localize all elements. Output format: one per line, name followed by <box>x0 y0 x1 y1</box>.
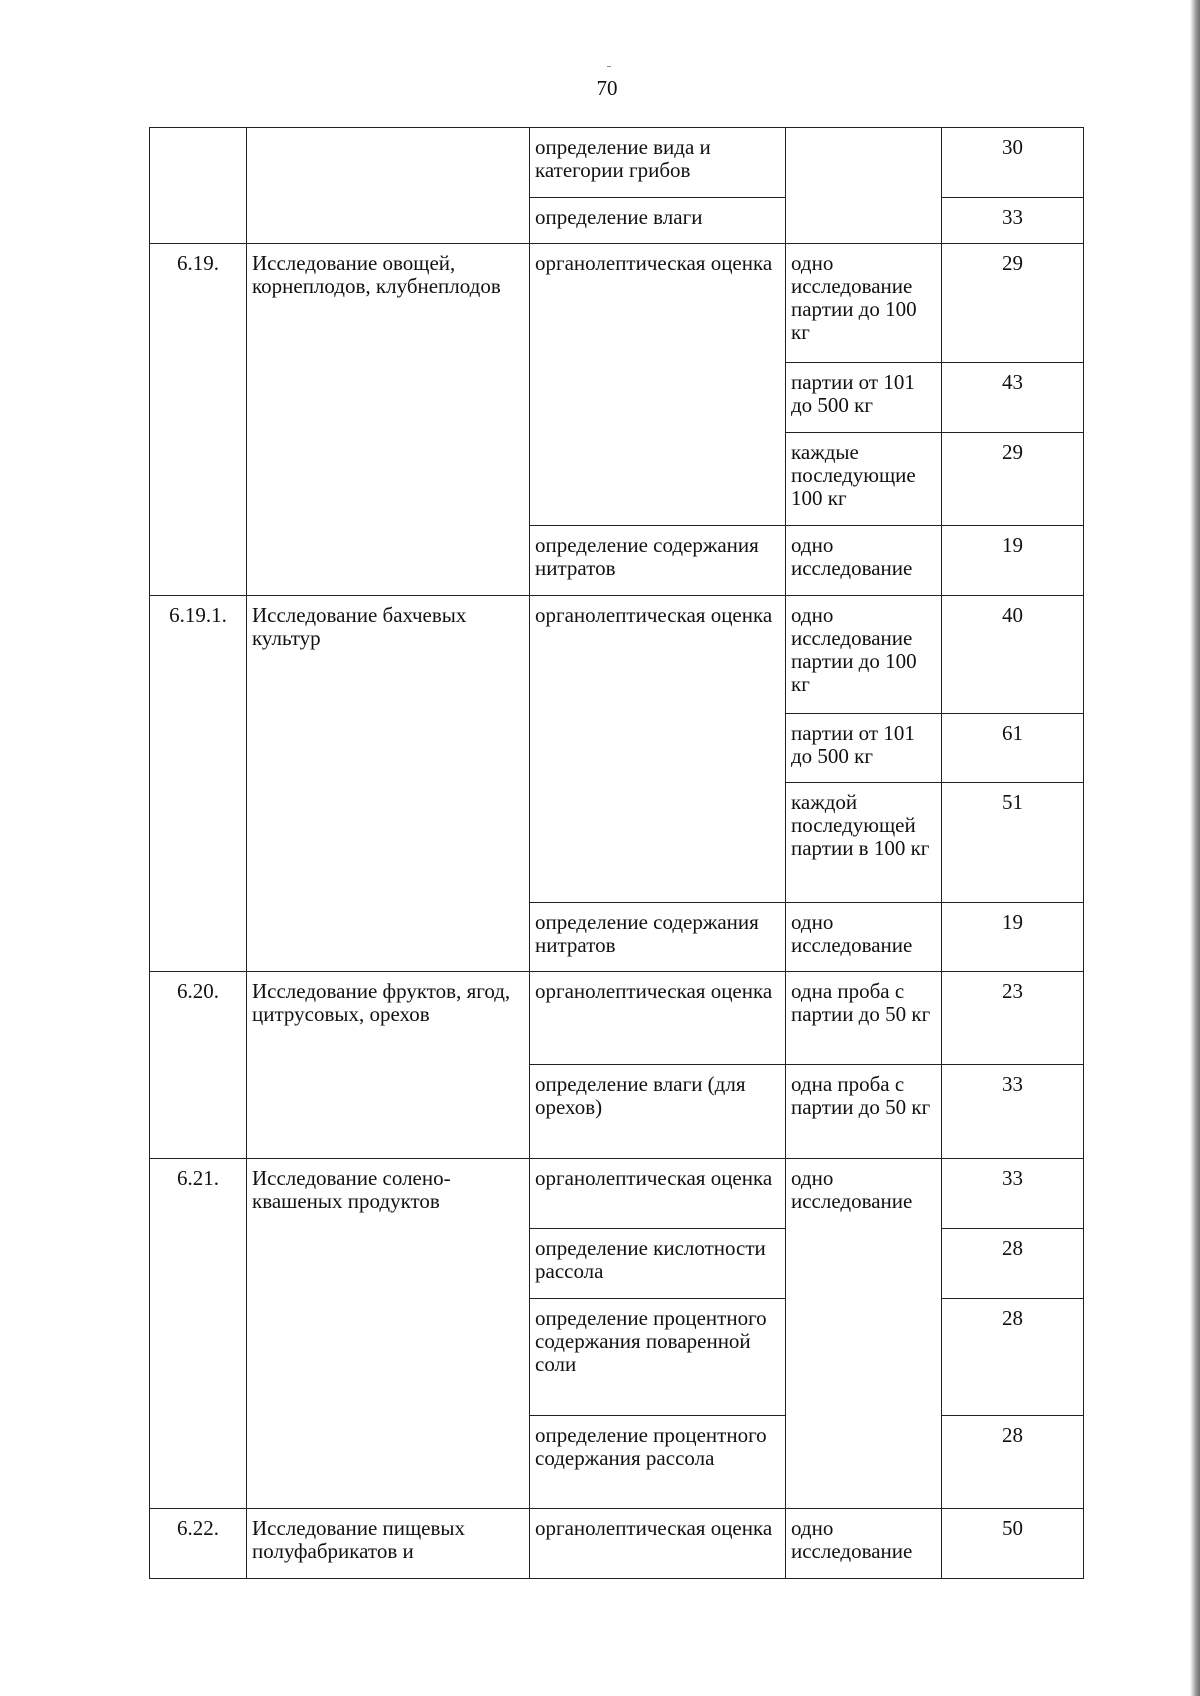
item-number: 6.19.1. <box>150 596 247 972</box>
price-cell: 28 <box>942 1229 1084 1299</box>
price-cell: 33 <box>942 198 1084 244</box>
scan-artifact <box>607 66 611 67</box>
price-cell: 43 <box>942 363 1084 433</box>
price-cell: 29 <box>942 244 1084 363</box>
method-cell: органолептическая оценка <box>530 972 786 1065</box>
unit-cell: одно исследование партии до 100 кг <box>786 244 942 363</box>
name-cell <box>247 128 530 244</box>
unit-cell: одно исследование партии до 100 кг <box>786 596 942 714</box>
method-cell: органолептическая оценка <box>530 1159 786 1229</box>
page-number: 70 <box>596 76 618 100</box>
unit-cell: одна проба с партии до 50 кг <box>786 1065 942 1159</box>
price-cell: 19 <box>942 903 1084 972</box>
price-cell: 33 <box>942 1159 1084 1229</box>
unit-cell: каждой последующей партии в 100 кг <box>786 783 942 903</box>
unit-cell: партии от 101 до 500 кг <box>786 363 942 433</box>
item-name: Исследование фруктов, ягод, цитрусовых, орехов <box>247 972 530 1159</box>
price-cell: 61 <box>942 714 1084 783</box>
unit-cell: одно исследование <box>786 1509 942 1579</box>
price-cell: 33 <box>942 1065 1084 1159</box>
item-name: Исследование овощей, корнеплодов, клубнеплодов <box>247 244 530 596</box>
price-cell: 29 <box>942 433 1084 526</box>
table-row <box>150 1509 1084 1579</box>
method-cell: определение содержания нитратов <box>530 526 786 596</box>
scan-edge-shadow <box>1190 0 1200 1696</box>
method-cell: определение вида и категории грибов <box>530 128 786 198</box>
method-cell: определение процентного содержания рассола <box>530 1416 786 1509</box>
price-cell: 28 <box>942 1416 1084 1509</box>
unit-cell: одно исследование <box>786 1159 942 1509</box>
price-cell: 19 <box>942 526 1084 596</box>
item-number: 6.22. <box>150 1509 247 1579</box>
price-table <box>149 127 1084 1579</box>
price-cell: 51 <box>942 783 1084 903</box>
table-row <box>150 244 1084 363</box>
number-cell <box>150 128 247 244</box>
price-cell: 28 <box>942 1299 1084 1416</box>
table-row <box>150 596 1084 714</box>
table-row <box>150 972 1084 1065</box>
unit-cell: партии от 101 до 500 кг <box>786 714 942 783</box>
unit-cell <box>786 128 942 244</box>
unit-cell: одна проба с партии до 50 кг <box>786 972 942 1065</box>
item-name: Исследование солено-квашеных продуктов <box>247 1159 530 1509</box>
price-cell: 23 <box>942 972 1084 1065</box>
method-cell: определение процентного содержания поваренной соли <box>530 1299 786 1416</box>
item-number: 6.19. <box>150 244 247 596</box>
item-name: Исследование бахчевых культур <box>247 596 530 972</box>
unit-cell: одно исследование <box>786 903 942 972</box>
price-cell: 40 <box>942 596 1084 714</box>
item-name: Исследование пищевых полуфабрикатов и <box>247 1509 530 1579</box>
price-cell: 30 <box>942 128 1084 198</box>
method-cell: органолептическая оценка <box>530 244 786 526</box>
method-cell: органолептическая оценка <box>530 596 786 903</box>
item-number: 6.20. <box>150 972 247 1159</box>
method-cell: определение влаги (для орехов) <box>530 1065 786 1159</box>
table-row <box>150 1159 1084 1229</box>
method-cell: органолептическая оценка <box>530 1509 786 1579</box>
method-cell: определение кислотности рассола <box>530 1229 786 1299</box>
method-cell: определение влаги <box>530 198 786 244</box>
table-row <box>150 128 1084 198</box>
price-cell: 50 <box>942 1509 1084 1579</box>
unit-cell: каждые последующие 100 кг <box>786 433 942 526</box>
item-number: 6.21. <box>150 1159 247 1509</box>
method-cell: определение содержания нитратов <box>530 903 786 972</box>
unit-cell: одно исследование <box>786 526 942 596</box>
